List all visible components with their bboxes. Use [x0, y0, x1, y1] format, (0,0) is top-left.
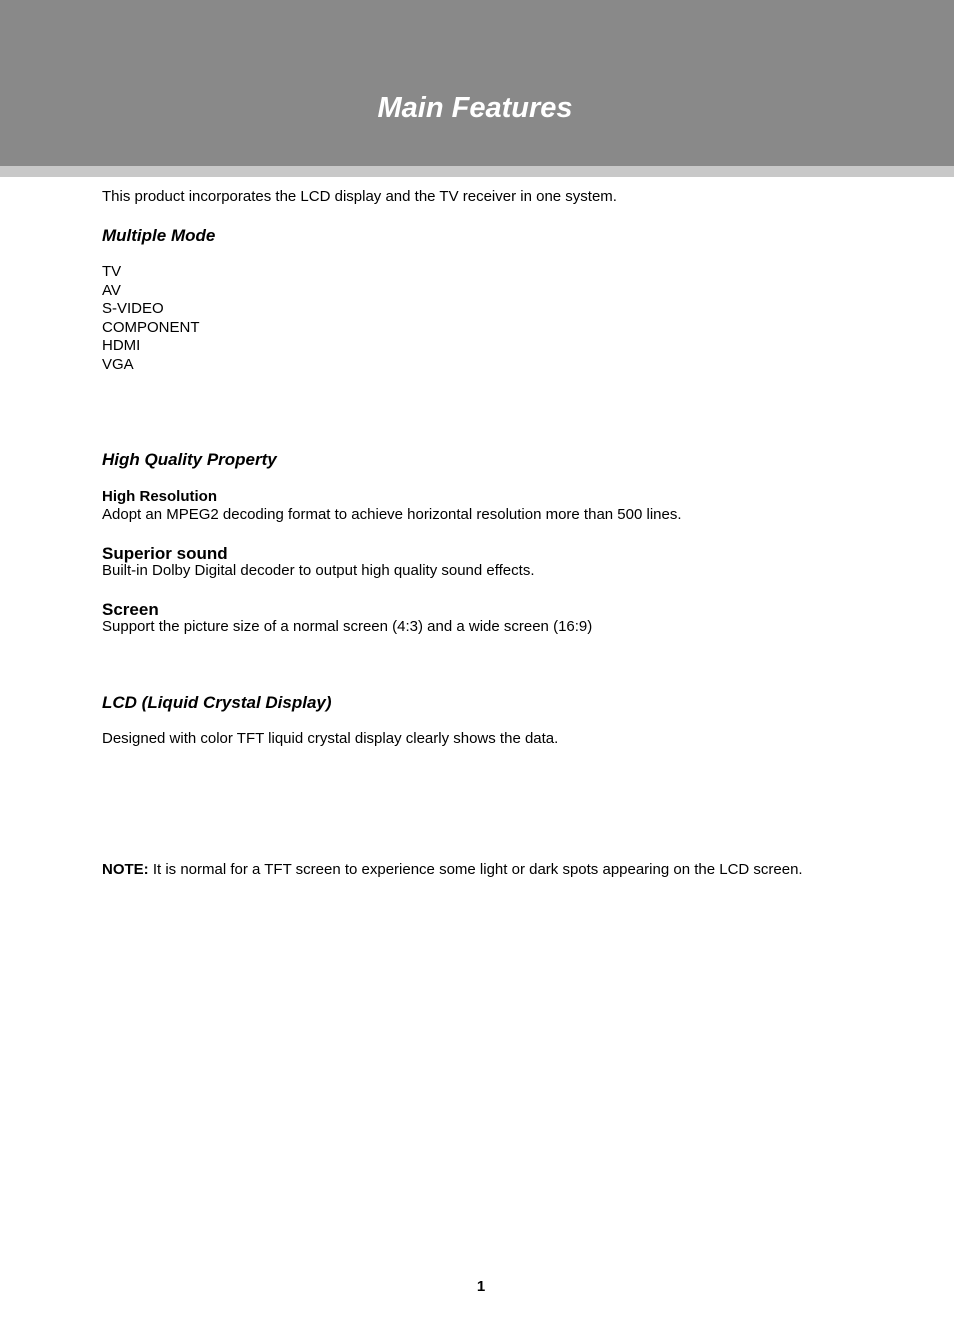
mode-item-av: AV	[102, 281, 121, 299]
high-resolution-title: High Resolution	[102, 488, 217, 505]
note	[102, 861, 803, 879]
high-resolution-text: Adopt an MPEG2 decoding format to achieve horizontal resolution more than 500 lines.	[102, 506, 682, 523]
header-stripe	[0, 166, 954, 177]
mode-item-tv: TV	[102, 263, 122, 280]
header-band	[0, 0, 954, 166]
page-title: Main Features	[377, 92, 573, 124]
superior-sound-text: Built-in Dolby Digital decoder to output high quality sound effects.	[102, 562, 535, 579]
multiple-mode-heading: Multiple Mode	[102, 226, 216, 245]
page-number: 1	[476, 1278, 486, 1295]
screen-text: Support the picture size of a normal screen (4:3) and a wide screen (16:9)	[102, 618, 593, 635]
mode-item-vga: VGA	[102, 355, 134, 373]
intro-text: This product incorporates the LCD display and the TV receiver in one system.	[102, 188, 617, 205]
note-text: It is normal for a TFT screen to experience some light or dark spots appearing on the LCD screen.	[148, 861, 803, 878]
lcd-heading: LCD (Liquid Crystal Display)	[102, 693, 332, 712]
superior-sound-title: Superior sound	[102, 544, 228, 563]
mode-list	[102, 263, 200, 375]
note-label: NOTE:	[102, 861, 149, 878]
lcd-text: Designed with color TFT liquid crystal display clearly shows the data.	[102, 730, 559, 747]
mode-item-hdmi: HDMI	[102, 337, 141, 355]
screen-title: Screen	[102, 600, 159, 619]
high-quality-heading: High Quality Property	[102, 450, 277, 469]
mode-item-s-video: S-VIDEO	[102, 300, 164, 318]
mode-item-component: COMPONENT	[102, 318, 200, 336]
